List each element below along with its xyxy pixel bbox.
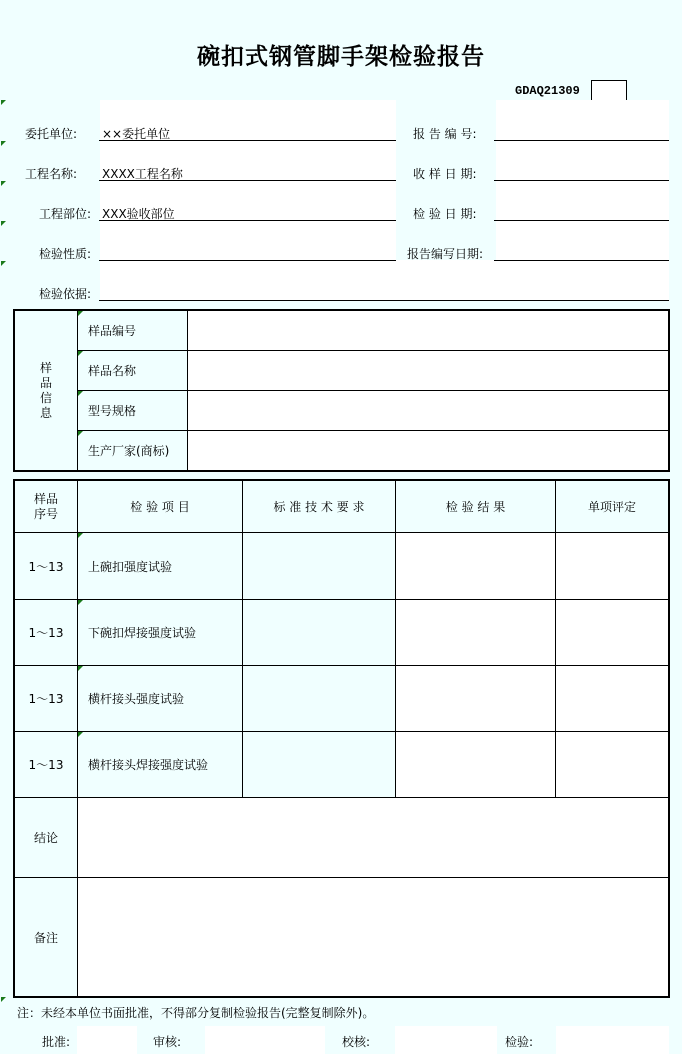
model-spec-label: 型号规格 <box>78 391 188 431</box>
row-seq: 1～13 <box>15 666 78 732</box>
row-seq: 1～13 <box>15 600 78 666</box>
results-table <box>14 480 669 997</box>
client-underline <box>99 140 396 141</box>
row-result[interactable] <box>396 732 556 798</box>
table-row <box>15 732 669 798</box>
project-part-label: 工程部位: <box>39 207 92 221</box>
row-standard[interactable] <box>243 732 396 798</box>
inspection-basis-underline <box>99 300 669 301</box>
row-result[interactable] <box>396 666 556 732</box>
row-item: 横杆接头焊接强度试验 <box>78 732 243 798</box>
inspect-date-underline <box>494 220 669 221</box>
comment-marker-icon <box>78 732 83 737</box>
header-rating: 单项评定 <box>556 481 669 533</box>
review-field[interactable] <box>205 1026 325 1054</box>
project-name-label: 工程名称: <box>25 167 78 181</box>
conclusion-label: 结论 <box>15 798 78 878</box>
table-row <box>15 600 669 666</box>
comment-marker-icon <box>78 431 83 436</box>
report-code: GDAQ21309 <box>515 84 580 98</box>
comment-marker-icon <box>78 351 83 356</box>
inspect-label: 检验: <box>505 1035 534 1049</box>
code-suffix-input[interactable] <box>591 80 627 102</box>
header-seq: 样品 序号 <box>15 481 78 533</box>
project-part-underline <box>99 220 396 221</box>
comment-marker-icon <box>1 181 6 186</box>
row-item: 横杆接头强度试验 <box>78 666 243 732</box>
remarks-value[interactable] <box>78 878 669 997</box>
client-label: 委托单位: <box>25 127 78 141</box>
inspection-nature-underline <box>99 260 396 261</box>
row-item: 下碗扣焊接强度试验 <box>78 600 243 666</box>
row-rating[interactable] <box>556 666 669 732</box>
approve-field[interactable] <box>77 1026 137 1054</box>
table-row <box>15 533 669 600</box>
conclusion-row <box>15 798 669 878</box>
header-standard: 标 准 技 术 要 求 <box>243 481 396 533</box>
project-part-value[interactable]: XXX验收部位 <box>102 207 175 221</box>
manufacturer-value[interactable] <box>188 431 669 471</box>
row-rating[interactable] <box>556 732 669 798</box>
sample-info-table <box>14 310 669 471</box>
report-date-label: 报告编写日期: <box>407 247 484 261</box>
report-no-label: 报 告 编 号: <box>413 127 477 141</box>
row-seq: 1～13 <box>15 533 78 600</box>
row-rating[interactable] <box>556 600 669 666</box>
check-field[interactable] <box>395 1026 497 1054</box>
sample-info-group-label: 样 品 信 息 <box>15 311 78 471</box>
comment-marker-icon <box>1 261 6 266</box>
inspection-basis-label: 检验依据: <box>39 287 92 301</box>
conclusion-value[interactable] <box>78 798 669 878</box>
manufacturer-label: 生产厂家(商标) <box>78 431 188 471</box>
table-row <box>15 666 669 732</box>
report-title: 碗扣式钢管脚手架检验报告 <box>197 44 485 70</box>
right-input-area <box>496 100 669 300</box>
results-header-row <box>15 481 669 533</box>
client-value[interactable]: ××委托单位 <box>102 127 171 141</box>
comment-marker-icon <box>78 666 83 671</box>
project-name-value[interactable]: XXXX工程名称 <box>102 167 183 181</box>
receive-date-underline <box>494 180 669 181</box>
row-rating[interactable] <box>556 533 669 600</box>
report-date-underline <box>494 260 669 261</box>
model-spec-value[interactable] <box>188 391 669 431</box>
header-item: 检 验 项 目 <box>78 481 243 533</box>
row-standard[interactable] <box>243 600 396 666</box>
sample-name-label: 样品名称 <box>78 351 188 391</box>
comment-marker-icon <box>78 391 83 396</box>
comment-marker-icon <box>1 221 6 226</box>
check-label: 校核: <box>342 1035 371 1049</box>
approve-label: 批准: <box>42 1035 71 1049</box>
basis-input-area <box>396 260 496 300</box>
comment-marker-icon <box>78 600 83 605</box>
sample-name-value[interactable] <box>188 351 669 391</box>
comment-marker-icon <box>1 100 6 105</box>
remarks-row <box>15 878 669 997</box>
row-standard[interactable] <box>243 666 396 732</box>
comment-marker-icon <box>78 533 83 538</box>
comment-marker-icon <box>78 311 83 316</box>
receive-date-label: 收 样 日 期: <box>413 167 477 181</box>
row-seq: 1～13 <box>15 732 78 798</box>
remarks-label: 备注 <box>15 878 78 997</box>
comment-marker-icon <box>1 997 6 1002</box>
inspect-date-label: 检 验 日 期: <box>413 207 477 221</box>
copy-note: 注：未经本单位书面批准，不得部分复制检验报告(完整复制除外)。 <box>17 1006 375 1020</box>
inspect-field[interactable] <box>556 1026 669 1054</box>
sample-no-label: 样品编号 <box>78 311 188 351</box>
review-label: 审核: <box>153 1035 182 1049</box>
row-standard[interactable] <box>243 533 396 600</box>
row-result[interactable] <box>396 600 556 666</box>
sample-no-value[interactable] <box>188 311 669 351</box>
row-item: 上碗扣强度试验 <box>78 533 243 600</box>
header-result: 检 验 结 果 <box>396 481 556 533</box>
comment-marker-icon <box>1 141 6 146</box>
inspection-nature-label: 检验性质: <box>39 247 92 261</box>
report-no-underline <box>494 140 669 141</box>
row-result[interactable] <box>396 533 556 600</box>
project-name-underline <box>99 180 396 181</box>
